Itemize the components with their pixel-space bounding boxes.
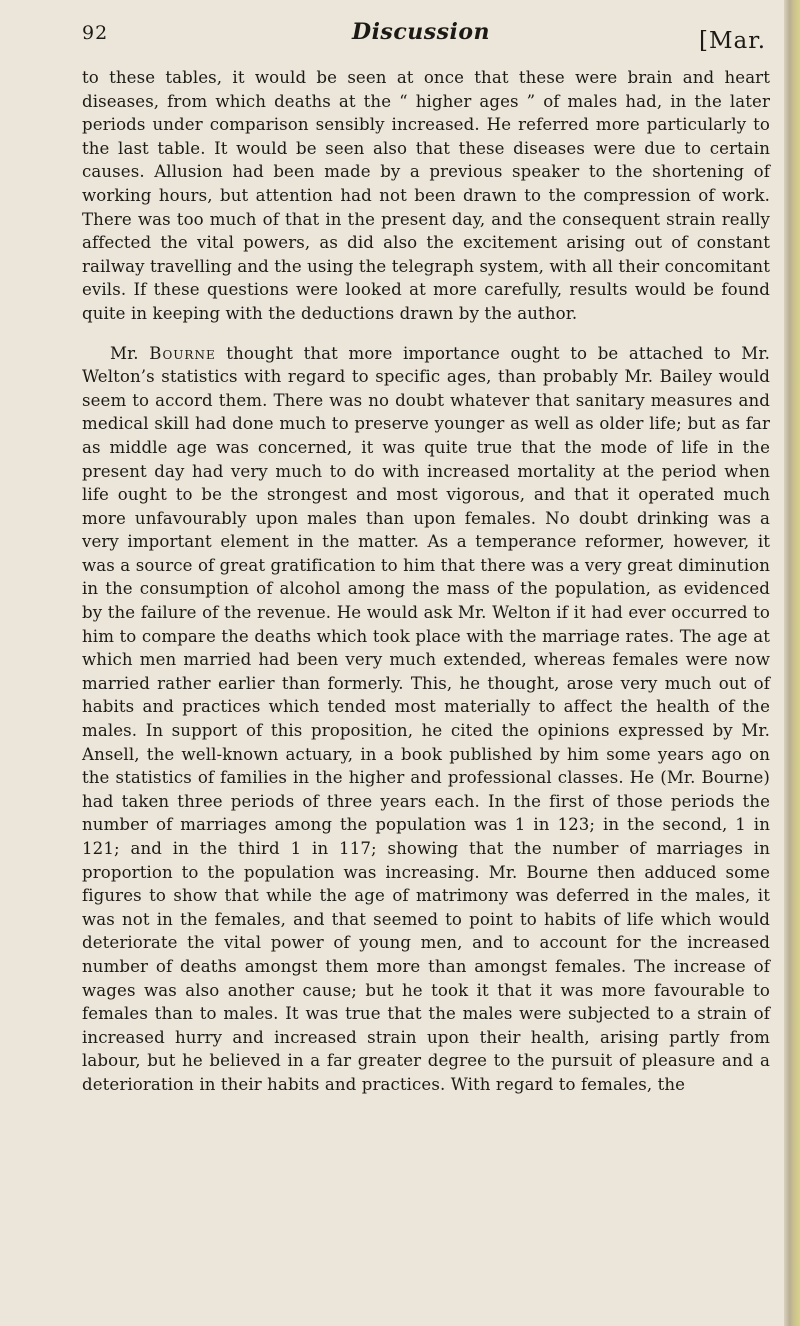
paragraph-bourne bbox=[82, 342, 770, 1097]
body-text bbox=[82, 66, 770, 1097]
page-number: 92 bbox=[82, 22, 109, 44]
running-title: Discussion bbox=[352, 19, 491, 45]
paragraph-continued: to these tables, it would be seen at once that these were brain and heart diseases, from which deaths at the “ higher ages ” of males had, in the later periods under comparison sensibly increased. He referred more particularly to the last table. It would be seen also that these diseases were due to certain causes. Allusion had been made by a previous speaker to the shortening of working hours, but attention had not been drawn to the compression of work. There was too much of that in the present day, and the consequent strain really affected the vital powers, as did also the excitement arising out of constant railway travelling and the using the telegraph system, with all their concomitant evils. If these questions were looked at more carefully, results would be found quite in keeping with the deductions drawn by the author. bbox=[82, 68, 770, 323]
running-month: [Mar. bbox=[698, 28, 766, 54]
paragraph-bourne-text: thought that more importance ought to be attached to Mr. Welton’s statistics with regard to specific ages, than probably Mr. Bailey would seem to accord them. There was no doubt whatever that sanitary measures and medical skill had done much to preserve younger as well as older life; but as far as middle age was concerned, it was quite true that the mode of life in the present day had very much to do with increased mortality at the period when life ought to be the strongest and most vigorous, and that it operated much more unfavourably upon males than upon females. No doubt drinking was a very important element in the matter. As a temperance reformer, however, it was a source of great gratification to him that there was a very great diminution in the consumption of alcohol among the mass of the population, as evidenced by the failure of the revenue. He would ask Mr. Welton if it had ever occurred to him to compare the deaths which took place with the marriage rates. The age at which men married had been very much extended, whereas females were now married rather earlier than formerly. This, he thought, arose very much out of habits and practices which tended most materially to affect the health of the males. In support of this proposition, he cited the opinions expressed by Mr. Ansell, the well-known actuary, in a book published by him some years ago on the statistics of families in the higher and professional classes. He (Mr. Bourne) had taken three periods of three years each. In the first of those periods the number of marriages among the population was 1 in 123; in the second, 1 in 121; and in the third 1 in 117; showing that the number of marriages in proportion to the population was increasing. Mr. Bourne then adduced some figures to show that while the age of matrimony was deferred in the males, it was not in the females, and that seemed to point to habits of life which would deteriorate the vital power of young men, and to account for the increased number of deaths amongst them more than amongst females. The increase of wages was also another cause; but he took it that it was more favourable to females than to males. It was true that the males were subjected to a strain of increased hurry and increased strain upon their health, arising partly from labour, but he believed in a far greater degree to the pursuit of pleasure and a deterioration in their habits and practices. With regard to females, the bbox=[82, 343, 770, 1094]
page-edge bbox=[784, 0, 800, 1326]
speaker-prefix: Mr. bbox=[110, 343, 150, 363]
running-header bbox=[82, 12, 768, 54]
speaker-name: Bourne bbox=[149, 343, 216, 363]
